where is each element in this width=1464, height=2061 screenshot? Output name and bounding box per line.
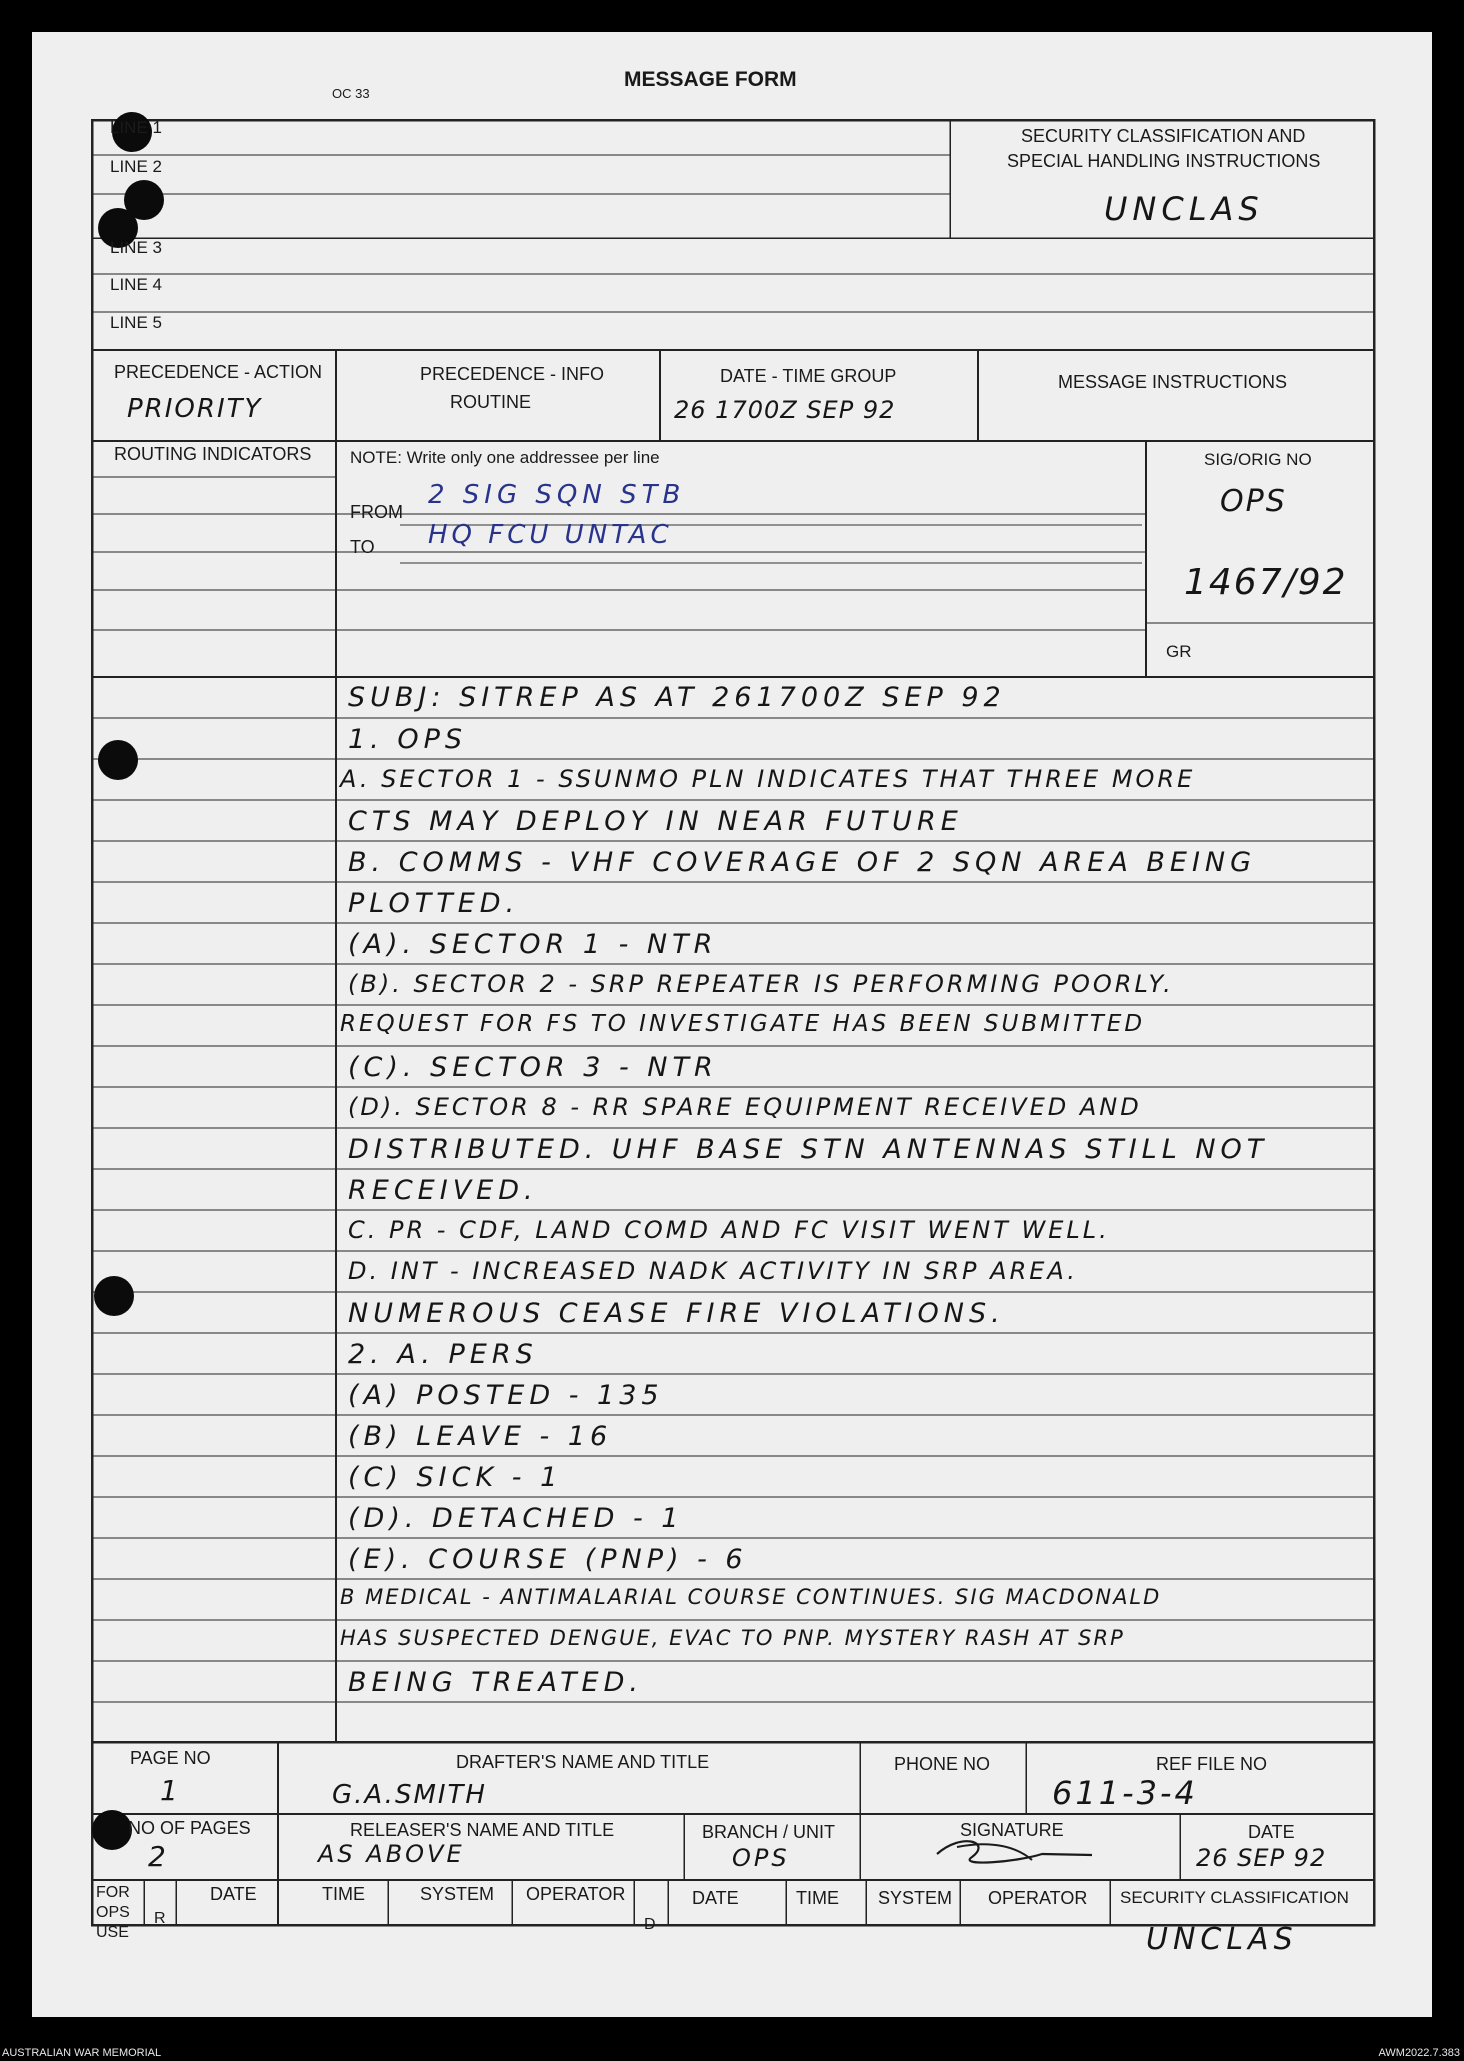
body-line: (C) SICK - 1 xyxy=(348,1462,563,1493)
security-bottom-value: UNCLAS xyxy=(1146,1922,1298,1957)
body-line: (D). SECTOR 8 - RR SPARE EQUIPMENT RECEIVED AND xyxy=(348,1093,1142,1121)
branch-unit-label: BRANCH / UNIT xyxy=(702,1822,836,1842)
dtg-label: DATE - TIME GROUP xyxy=(720,366,897,386)
archive-credit: AUSTRALIAN WAR MEMORIAL xyxy=(2,2047,162,2059)
col-time-label: TIME xyxy=(322,1884,365,1904)
body-line: SUBJ: SITREP AS AT 261700Z SEP 92 xyxy=(348,682,1006,713)
body-line: RECEIVED. xyxy=(348,1175,538,1206)
line-4-label: LINE 4 xyxy=(110,275,162,294)
archive-id: AWM2022.7.383 xyxy=(1378,2047,1460,2059)
col-security-label: SECURITY CLASSIFICATION xyxy=(1120,1888,1349,1907)
d-label: D xyxy=(644,1916,656,1933)
security-header: SECURITY CLASSIFICATION AND xyxy=(1021,126,1306,146)
line-3-label: LINE 3 xyxy=(110,238,162,257)
precedence-info-sub: ROUTINE xyxy=(450,392,531,412)
precedence-info-label: PRECEDENCE - INFO xyxy=(420,364,605,384)
note-label: NOTE: Write only one addressee per line xyxy=(350,448,660,467)
phone-label: PHONE NO xyxy=(894,1754,991,1774)
for-ops-use-label: USE xyxy=(96,1924,129,1941)
body-line: A. SECTOR 1 - SSUNMO PLN INDICATES THAT THREE MORE xyxy=(340,765,1196,793)
body-line: (E). COURSE (PNP) - 6 xyxy=(348,1544,748,1575)
sig-orig-line2: 1467/92 xyxy=(1184,562,1348,603)
col-operator-label: OPERATOR xyxy=(526,1884,626,1904)
body-line: (A). SECTOR 1 - NTR xyxy=(348,929,718,960)
for-ops-use-label: OPS xyxy=(96,1904,130,1921)
drafter-label: DRAFTER'S NAME AND TITLE xyxy=(456,1752,710,1772)
punch-hole xyxy=(94,1276,134,1316)
drafter-value: G.A.SMITH xyxy=(332,1780,487,1810)
sig-orig-label: SIG/ORIG NO xyxy=(1204,450,1312,469)
precedence-action-label: PRECEDENCE - ACTION xyxy=(114,362,323,382)
security-value: UNCLAS xyxy=(1104,190,1264,228)
body-line: PLOTTED. xyxy=(348,888,520,919)
body-line: REQUEST FOR FS TO INVESTIGATE HAS BEEN SUBMITTED xyxy=(340,1011,1146,1037)
branch-unit-value: OPS xyxy=(732,1844,790,1872)
date-value: 26 SEP 92 xyxy=(1196,1844,1327,1872)
body-line: C. PR - CDF, LAND COMD AND FC VISIT WENT WELL. xyxy=(348,1216,1110,1244)
body-line: DISTRIBUTED. UHF BASE STN ANTENNAS STILL NOT xyxy=(348,1134,1269,1165)
sig-orig-line1: OPS xyxy=(1220,484,1287,519)
body-line: B. COMMS - VHF COVERAGE OF 2 SQN AREA BEING xyxy=(348,847,1257,878)
body-line: 1. OPS xyxy=(348,724,468,755)
body-line: BEING TREATED. xyxy=(348,1667,643,1698)
body-line: D. INT - INCREASED NADK ACTIVITY IN SRP AREA. xyxy=(348,1257,1078,1285)
form-code: OC 33 xyxy=(332,86,370,101)
col-system2-label: SYSTEM xyxy=(878,1888,953,1908)
for-ops-use-label: FOR xyxy=(96,1884,130,1901)
page-no-value: 1 xyxy=(160,1774,183,1807)
col-operator2-label: OPERATOR xyxy=(988,1888,1088,1908)
col-time2-label: TIME xyxy=(796,1888,839,1908)
page-no-label: PAGE NO xyxy=(130,1748,211,1768)
col-system-label: SYSTEM xyxy=(420,1884,495,1904)
to-value: HQ FCU UNTAC xyxy=(428,520,673,550)
ref-file-value: 611-3-4 xyxy=(1052,1774,1198,1812)
body-line: 2. A. PERS xyxy=(348,1339,538,1370)
security-header: SPECIAL HANDLING INSTRUCTIONS xyxy=(1007,151,1321,171)
message-form-sheet xyxy=(32,32,1432,2017)
message-instructions-label: MESSAGE INSTRUCTIONS xyxy=(1058,372,1288,392)
dtg-value: 26 1700Z SEP 92 xyxy=(674,396,896,424)
line-5-label: LINE 5 xyxy=(110,313,162,332)
signature-label: SIGNATURE xyxy=(960,1820,1064,1840)
to-label: TO xyxy=(350,537,375,557)
form-title: MESSAGE FORM xyxy=(624,68,797,91)
col-date2-label: DATE xyxy=(692,1888,739,1908)
precedence-action-value: PRIORITY xyxy=(127,394,263,424)
body-line: (A) POSTED - 135 xyxy=(348,1380,664,1411)
col-date-label: DATE xyxy=(210,1884,257,1904)
body-line: (D). DETACHED - 1 xyxy=(348,1503,684,1534)
body-line: CTS MAY DEPLOY IN NEAR FUTURE xyxy=(348,806,963,837)
line-2-label: LINE 2 xyxy=(110,157,162,176)
punch-hole xyxy=(92,1810,132,1850)
r-label: R xyxy=(154,1910,166,1927)
body-line: NUMEROUS CEASE FIRE VIOLATIONS. xyxy=(348,1298,1005,1329)
body-line: (B). SECTOR 2 - SRP REPEATER IS PERFORMING POORLY. xyxy=(348,970,1174,998)
releaser-value: AS ABOVE xyxy=(318,1840,465,1868)
ref-file-label: REF FILE NO xyxy=(1156,1754,1268,1774)
punch-hole xyxy=(98,740,138,780)
body-line: HAS SUSPECTED DENGUE, EVAC TO PNP. MYSTERY RASH AT SRP xyxy=(340,1626,1125,1650)
no-of-pages-label: NO OF PAGES xyxy=(128,1818,251,1838)
routing-indicators-label: ROUTING INDICATORS xyxy=(114,444,312,464)
date-label: DATE xyxy=(1248,1822,1295,1842)
releaser-label: RELEASER'S NAME AND TITLE xyxy=(350,1820,615,1840)
from-label: FROM xyxy=(350,502,403,522)
from-value: 2 SIG SQN STB xyxy=(428,480,686,510)
body-line: (C). SECTOR 3 - NTR xyxy=(348,1052,718,1083)
body-line: (B) LEAVE - 16 xyxy=(348,1421,613,1452)
no-of-pages-value: 2 xyxy=(148,1840,171,1873)
body-line: B MEDICAL - ANTIMALARIAL COURSE CONTINUES. SIG MACDONALD xyxy=(340,1585,1162,1609)
gr-label: GR xyxy=(1166,642,1192,661)
line-1-label: LINE 1 xyxy=(110,118,162,137)
